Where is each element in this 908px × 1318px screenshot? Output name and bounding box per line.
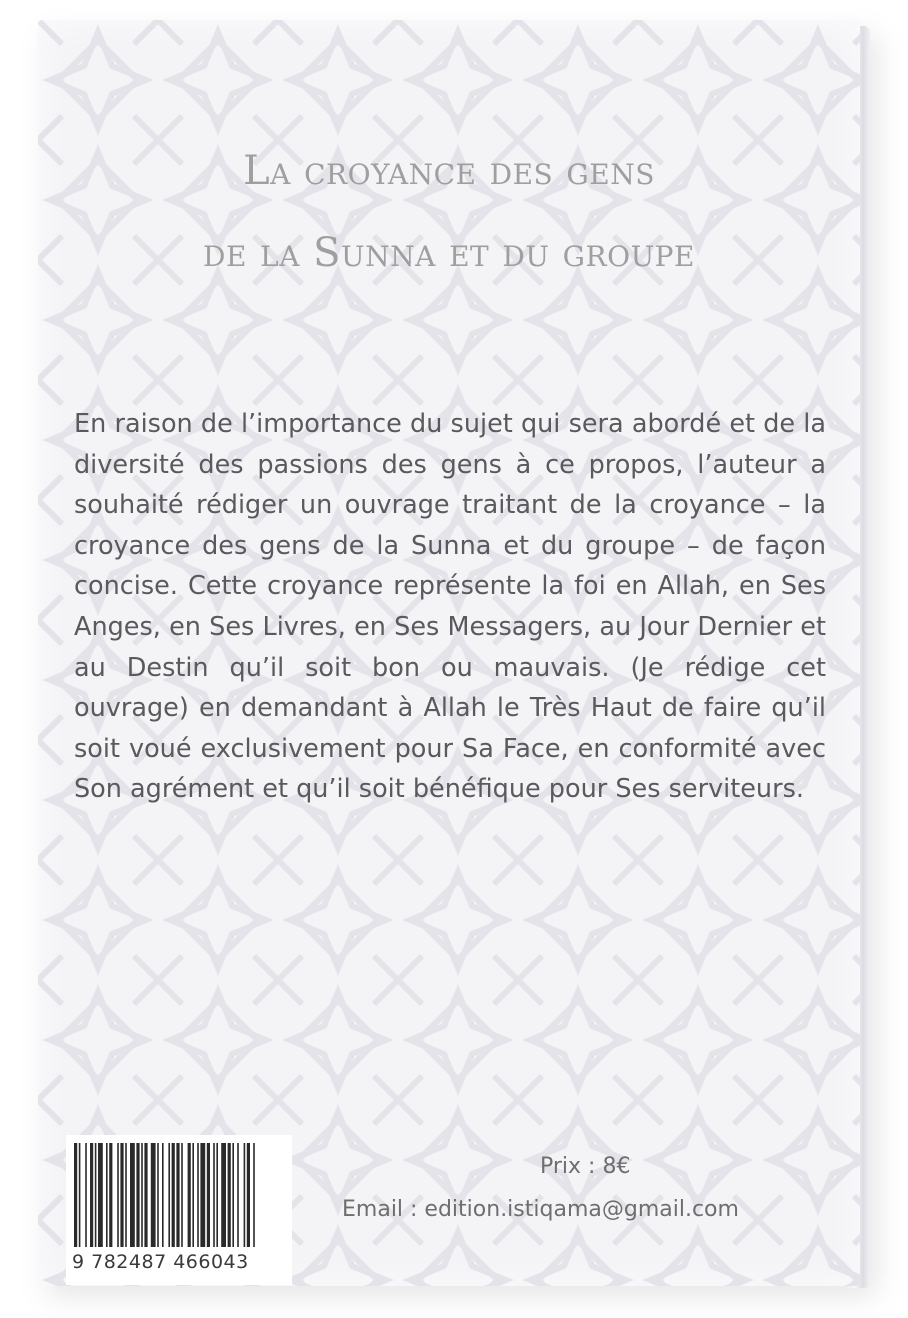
publisher-email: Email : edition.istiqama@gmail.com [342,1197,739,1222]
book-title-line-1: La croyance des gens [243,148,655,194]
back-cover-blurb: En raison de l’importance du sujet qui sera abordé et de la diversité des passions des gens à ce propos, l’auteur a souhaité rédiger un ouvrage traitant de la croyance – la croyance des gens de la Sunna et du groupe – de façon concise. Cette croyance représente la foi en Allah, en Ses Anges, en Ses Livres, en Ses Messagers, au Jour Dernier et au Destin qu’il soit bon ou mauvais. (Je rédige cet ouvrage) en demandant à Allah le Très Haut de faire qu’il soit voué exclusivement pour Sa Face, en conformité avec Son agrément et qu’il soit bénéfique pour Ses serviteurs. [74,409,826,805]
book-title [78,130,820,294]
isbn-barcode [66,1135,292,1285]
barcode-bars [74,1143,284,1247]
book-back-cover [38,20,860,1286]
price-label: Prix : 8€ [540,1154,631,1179]
book-title-line-2: de la Sunna et du groupe [203,230,695,276]
isbn-number: 9 782487 466043 [72,1251,249,1273]
